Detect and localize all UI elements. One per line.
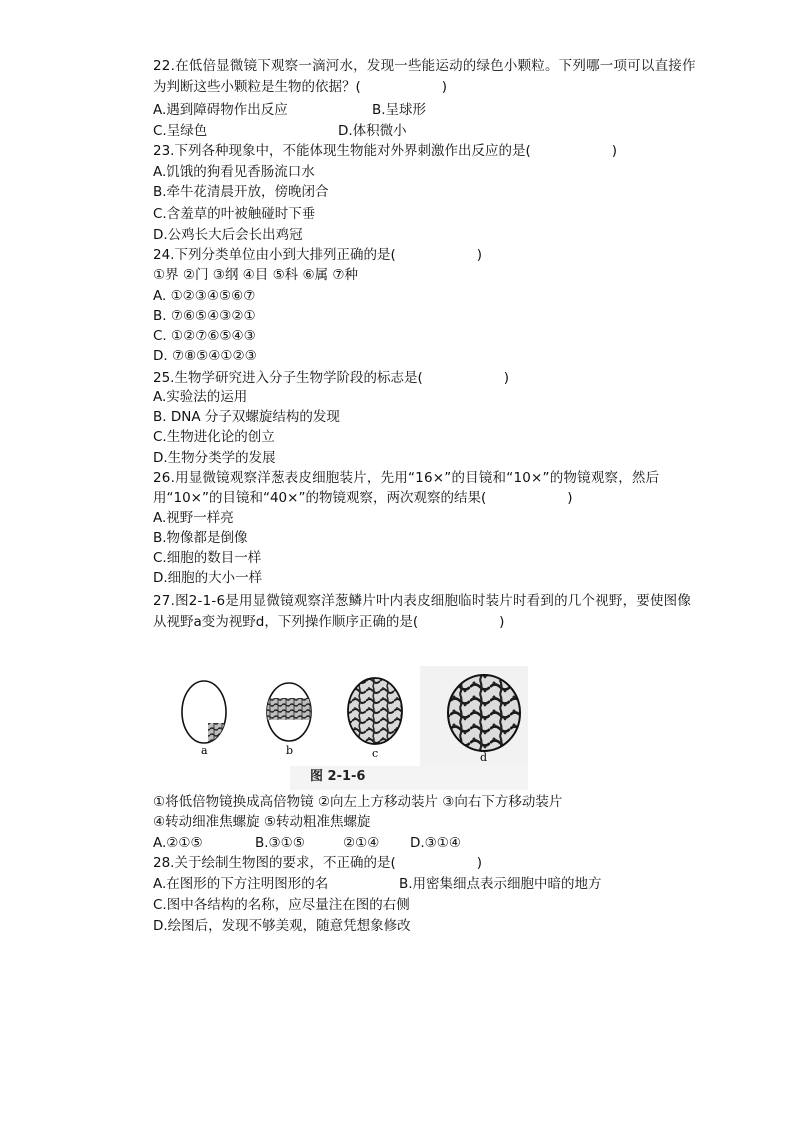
q24-option-b: B. ⑦⑥⑤④③②① — [153, 308, 256, 324]
q24-option-a: A. ①②③④⑤⑥⑦ — [153, 288, 256, 304]
q26-option-b: B.物像都是倒像 — [153, 530, 248, 546]
q28-option-c: C.图中各结构的名称，应尽量注在图的右侧 — [153, 897, 410, 913]
q22-stem-line2: 为判断这些小颗粒是生物的依据？( ) — [153, 79, 448, 95]
q22-option-a: A.遇到障碍物作出反应 — [153, 102, 288, 118]
q27-steps-line1: ①将低倍物镜换成高倍物镜 ②向左上方移动装片 ③向右下方移动装片 — [153, 794, 563, 810]
q28-option-b: B.用密集细点表示细胞中暗的地方 — [399, 876, 602, 892]
q26-option-a: A.视野一样亮 — [153, 510, 234, 526]
q27-stem-line1: 27.图2-1-6是用显微镜观察洋葱鳞片叶内表皮细胞临时装片时看到的几个视野，要使图像 — [153, 593, 692, 609]
field-d — [448, 675, 520, 751]
q25-option-a: A.实验法的运用 — [153, 389, 248, 405]
q25-stem: 25.生物学研究进入分子生物学阶段的标志是( ) — [153, 370, 510, 386]
q24-option-c: C. ①②⑦⑥⑤④③ — [153, 328, 256, 344]
q27-option-d: D.③①④ — [410, 835, 461, 851]
q28-option-a: A.在图形的下方注明图形的名 — [153, 876, 329, 892]
q28-stem: 28.关于绘制生物图的要求，不正确的是( ) — [153, 855, 483, 871]
label-b: b — [286, 744, 294, 757]
q26-option-c: C.细胞的数目一样 — [153, 550, 262, 566]
q25-option-d: D.生物分类学的发展 — [153, 450, 276, 466]
q22-option-b: B.呈球形 — [372, 102, 427, 118]
field-b — [267, 683, 311, 741]
q22-option-d: D.体积微小 — [338, 123, 407, 139]
q28-option-d: D.绘图后，发现不够美观，随意凭想象修改 — [153, 918, 411, 934]
microscope-fields-figure — [170, 666, 528, 790]
figure-2-1-6 — [170, 666, 528, 790]
q26-option-d: D.细胞的大小一样 — [153, 570, 263, 586]
q27-option-a: A.②①⑤ — [153, 835, 203, 851]
q25-option-b: B. DNA 分子双螺旋结构的发现 — [153, 409, 340, 425]
q23-option-b: B.牵牛花清晨开放，傍晚闭合 — [153, 184, 329, 200]
q22-stem-line1: 22.在低倍显微镜下观察一滴河水，发现一些能运动的绿色小颗粒。下列哪一项可以直接作 — [153, 58, 696, 74]
label-a: a — [201, 744, 208, 757]
q24-option-d: D. ⑦⑧⑤④①②③ — [153, 348, 257, 364]
q25-option-c: C.生物进化论的创立 — [153, 429, 275, 445]
q26-stem-line1: 26.用显微镜观察洋葱表皮细胞装片，先用“16×”的目镜和“10×”的物镜观察，然后 — [153, 470, 660, 486]
q24-units: ①界 ②门 ③纲 ④目 ⑤科 ⑥属 ⑦种 — [153, 267, 358, 283]
q22-option-c: C.呈绿色 — [153, 123, 208, 139]
q24-stem: 24.下列分类单位由小到大排列正确的是( ) — [153, 247, 483, 263]
field-c — [348, 678, 402, 744]
q27-stem-line2: 从视野a变为视野d，下列操作顺序正确的是( ) — [153, 614, 505, 630]
q23-option-c: C.含羞草的叶被触碰时下垂 — [153, 206, 316, 222]
label-d: d — [480, 751, 488, 764]
q26-stem-line2: 用“10×”的目镜和“40×”的物镜观察，两次观察的结果( ) — [153, 490, 573, 506]
q23-option-a: A.饥饿的狗看见香肠流口水 — [153, 164, 315, 180]
q23-option-d: D.公鸡长大后会长出鸡冠 — [153, 227, 303, 243]
q23-stem: 23.下列各种现象中，不能体现生物能对外界刺激作出反应的是( ) — [153, 143, 618, 159]
q27-steps-line2: ④转动细准焦螺旋 ⑤转动粗准焦螺旋 — [153, 814, 371, 830]
figure-caption: 图 2-1-6 — [310, 769, 366, 784]
q27-option-b: B.③①⑤ — [255, 835, 305, 851]
q27-option-c: ②①④ — [343, 835, 380, 851]
label-c: c — [372, 747, 379, 760]
